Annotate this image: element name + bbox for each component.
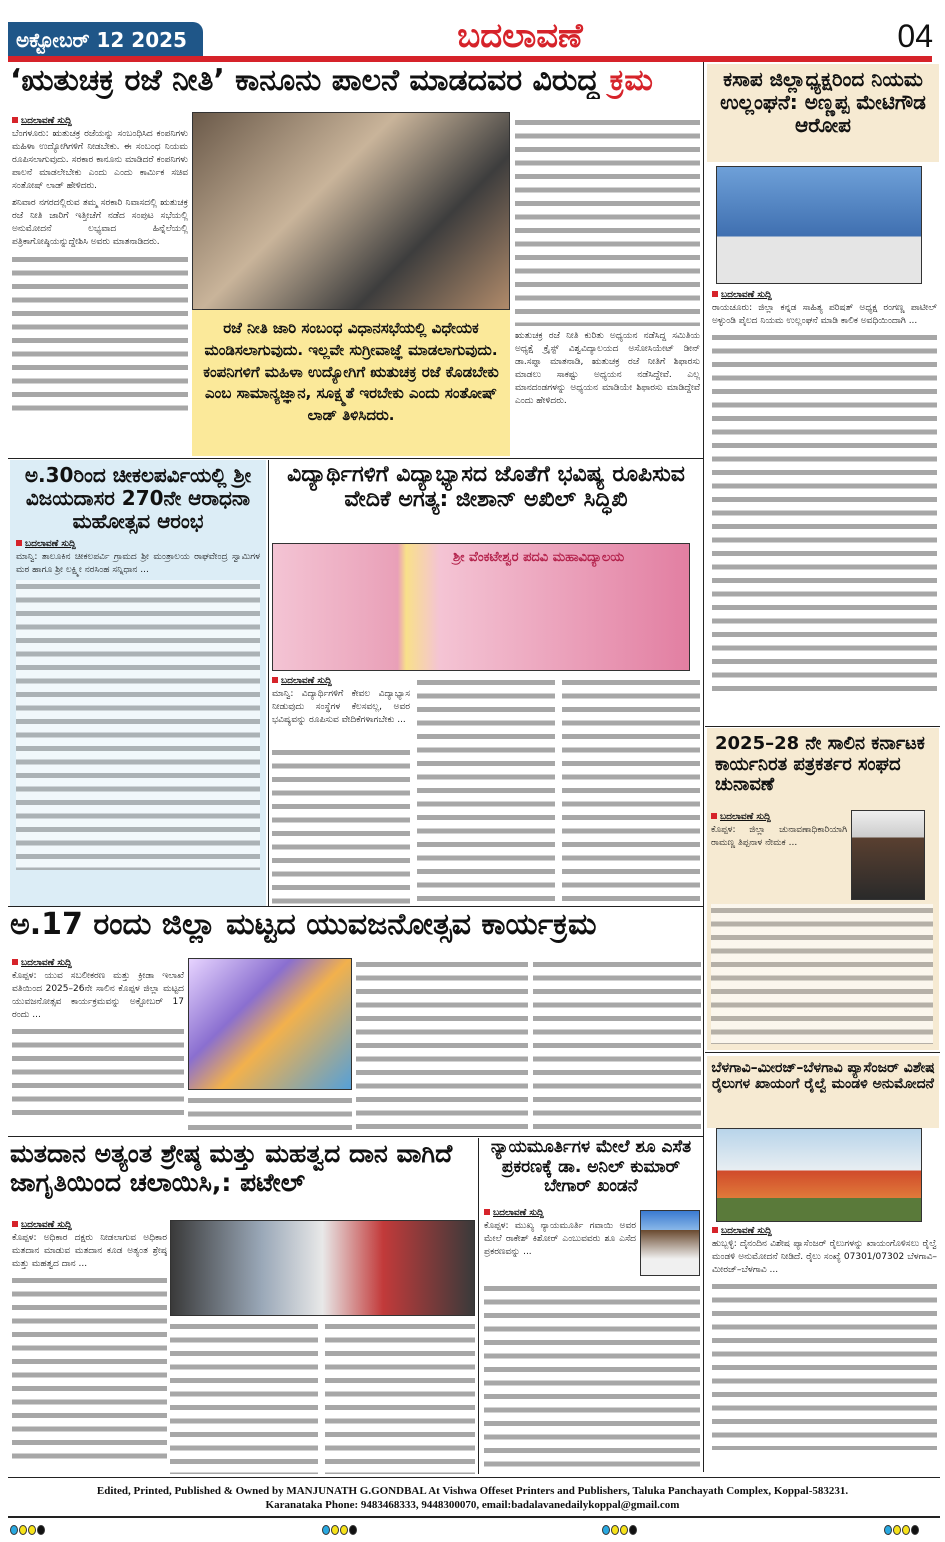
story6-lead-box: [484, 1208, 636, 1278]
story3-body-text: [417, 676, 555, 904]
imprint-line1: Edited, Printed, Published & Owned by MANJUNATH G.GONDBAL At Vishwa Offeset Printers and Publishers, Taluka Panchayath Complex, Koppal-583231.: [96, 1485, 849, 1497]
story5-col1: [12, 1220, 167, 1474]
story1-headline: ‘ಋತುಚಕ್ರ ರಜೆ ನೀತಿ’ ಕಾನೂನು ಪಾಲನೆ ಮಾಡದವರ ವಿರುದ್ಧ ಕ್ರಮ: [10, 64, 653, 98]
byline: ಬದಲಾವಣೆ ಸುದ್ದಿ: [12, 116, 188, 126]
byline: ಬದಲಾವಣೆ ಸುದ್ದಿ: [484, 1208, 636, 1218]
byline: ಬದಲಾವಣೆ ಸುದ್ದಿ: [711, 812, 847, 822]
byline: ಬದಲಾವಣೆ ಸುದ್ದಿ: [712, 1226, 937, 1236]
byline: ಬದಲಾವಣೆ ಸುದ್ದಿ: [12, 958, 184, 968]
right2-headline: 2025–28 ನೇ ಸಾಲಿನ ಕರ್ನಾಟಕ ಕಾರ್ಯನಿರತ ಪತ್ರಕರ್ತರ ಸಂಘದ ಚುನಾವಣೆ: [715, 733, 925, 796]
byline: ಬದಲಾವಣೆ ಸುದ್ದಿ: [712, 290, 937, 300]
story3-photo: [272, 543, 690, 671]
story4-lead: ಕೊಪ್ಪಳ: ಯುವ ಸಬಲೀಕರಣ ಮತ್ತು ಕ್ರೀಡಾ ಇಲಾಖೆ ವತಿಯಿಂದ 2025–26ನೇ ಸಾಲಿನ ಕೊಪ್ಪಳ ಜಿಲ್ಲಾ ಮಟ್ಟದ ಯುವಜನೋತ್ಸವ ಕಾರ್ಯಕ್ರಮವನ್ನು ಅಕ್ಟೋಬರ್ 17 ರಂದು ...: [12, 971, 184, 1021]
story5-body-text: [325, 1320, 475, 1474]
story4-body-text: [188, 1094, 352, 1134]
story3-body-text: [562, 676, 700, 904]
story4-col1: [12, 958, 184, 1134]
right1-headline: ಕಸಾಪ ಜಿಲ್ಲಾಧ್ಯಕ್ಷರಿಂದ ನಿಯಮ ಉಲ್ಲಂಘನೆ: ಅಣ್ಣಪ್ಪ ಮೇಟಿಗೌಡ ಆರೋಪ: [707, 64, 939, 162]
story2-headline: ಅ.30ರಿಂದ ಚೀಕಲಪರ್ವಿಯಲ್ಲಿ ಶ್ರೀ ವಿಜಯದಾಸರ 270ನೇ ಆರಾಧನಾ ಮಹೋತ್ಸವ ಆರಂಭ: [24, 463, 252, 533]
story1-body-text: [515, 116, 700, 326]
story1-press-photo: [192, 112, 510, 310]
byline: ಬದಲಾವಣೆ ಸುದ್ದಿ: [272, 676, 700, 686]
divider: [8, 906, 703, 907]
right1-body-text: [712, 331, 937, 691]
right3-body-text: [712, 1280, 937, 1450]
right3-lead: ಹುಬ್ಬಳ್ಳಿ: ದೈನಂದಿನ ವಿಶೇಷ ಪ್ಯಾಸೆಂಜರ್ ರೈಲುಗಳನ್ನು ಖಾಯಂಗೊಳಿಸಲು ರೈಲ್ವೆ ಮಂಡಳಿ ಅನುಮೋದನೆ ನೀಡಿದೆ. ರೈಲು ಸಂಖ್ಯೆ 07301/07302 ಬೆಳಗಾವಿ–ಮೀರಜ್–ಬೆಳಗಾವಿ ...: [712, 1239, 937, 1276]
right1-lead: ರಾಯಚೂರು: ಜಿಲ್ಲಾ ಕನ್ನಡ ಸಾಹಿತ್ಯ ಪರಿಷತ್ ಅಧ್ಯಕ್ಷ ರಂಗಣ್ಣ ಪಾಟೀಲ್ ಅಳ್ಳುಂಡಿ ಪೈಲದ ನಿಯಮ ಉಲ್ಲಂಘನೆ ಮಾಡಿ ಕಾಲಿಕ ಅವಧಿಯಿಂದಾಗಿ ...: [712, 303, 937, 327]
registration-marks-icon: [322, 1520, 358, 1539]
story3-body-text: [272, 746, 410, 904]
divider: [705, 1052, 940, 1053]
story6-portrait: [640, 1210, 700, 1276]
right2-portrait: [851, 810, 925, 900]
column-divider: [703, 62, 704, 1472]
story2-box: [10, 460, 266, 906]
issue-date: ಅಕ್ಟೋಬರ್ 12 2025: [8, 22, 203, 58]
right3-body: [712, 1226, 937, 1474]
imprint: [0, 1484, 945, 1513]
divider: [705, 726, 940, 727]
story2-lead: ಮಾನ್ವಿ: ತಾಲೂಕಿನ ಚೀಕಲಪರ್ವಿ ಗ್ರಾಮದ ಶ್ರೀ ಮಂತ್ರಾಲಯ ರಾಘವೇಂದ್ರ ಸ್ವಾಮಿಗಳ ಮಠ ಹಾಗೂ ಶ್ರೀ ಲಕ್ಷ್ಮೀ ನರಸಿಂಹ ಸನ್ನಿಧಾನ ...: [16, 552, 260, 576]
right1-body: [712, 290, 937, 722]
story5-photo: [170, 1220, 475, 1316]
right1-photo: [716, 166, 922, 284]
right3-headline: ಬೆಳಗಾವಿ–ಮೀರಜ್–ಬೆಳಗಾವಿ ಪ್ಯಾಸೆಂಜರ್ ವಿಶೇಷ ರೈಲುಗಳ ಖಾಯಂಗೆ ರೈಲ್ವೆ ಮಂಡಳಿ ಅನುಮೋದನೆ: [707, 1056, 939, 1128]
story4-illustration: [188, 958, 352, 1090]
college-banner: ಶ್ರೀ ವೆಂಕಟೇಶ್ವರ ಪದವಿ ಮಹಾವಿದ್ಯಾಲಯ: [453, 550, 625, 565]
story3-headline: ವಿದ್ಯಾರ್ಥಿಗಳಿಗೆ ವಿದ್ಯಾಭ್ಯಾಸದ ಜೊತೆಗೆ ಭವಿಷ್ಯ ರೂಪಿಸುವ ವೇದಿಕೆ ಅಗತ್ಯ: ಜೀಶಾನ್ ಅಖಿಲ್ ಸಿದ್ಧಿಖಿ: [287, 462, 685, 513]
story6-headline: ನ್ಯಾಯಮೂರ್ತಿಗಳ ಮೇಲೆ ಶೂ ಎಸೆತ ಪ್ರಕರಣಕ್ಕೆ ಡಾ. ಅನಿಲ್ ಕುಮಾರ್ ಬೇಗಾರ್ ಖಂಡನೆ: [490, 1137, 692, 1197]
registration-marks-icon: [884, 1520, 920, 1539]
divider: [8, 458, 703, 459]
story5-headline: ಮತದಾನ ಅತ್ಯಂತ ಶ್ರೇಷ್ಠ ಮತ್ತು ಮಹತ್ವದ ದಾನ ವಾಗಿದೆ ಜಾಗೃತಿಯಿಂದ ಚಲಾಯಿಸಿ,: ಪಟೇಲ್: [10, 1139, 453, 1197]
registration-marks-icon: [10, 1520, 46, 1539]
story4-headline: ಅ.17 ರಂದು ಜಿಲ್ಲಾ ಮಟ್ಟದ ಯುವಜನೋತ್ಸವ ಕಾರ್ಯಕ್ರಮ: [10, 908, 597, 942]
header-rule: [8, 56, 932, 62]
story1-col3-text: ಋತುಚಕ್ರ ರಜೆ ನೀತಿ ಕುರಿತು ಅಧ್ಯಯನ ನಡೆಸಿದ್ದ ಸಮಿತಿಯ ಅಧ್ಯಕ್ಷೆ ಕ್ರೈಸ್ಟ್ ವಿಶ್ವವಿದ್ಯಾಲಯದ ಅಸೋಸಿಯೇಟ್ ಡೀನ್ ಡಾ.ಸಪ್ನಾ ಮಾತನಾಡಿ, ಋತುಚಕ್ರ ರಜೆ ನೀತಿಗೆ ಶಿಫಾರಸು ಮಾಡಲು ಸಾಕಷ್ಟು ಅಧ್ಯಯನ ನಡೆಸಿದ್ದೇವೆ. ಎಲ್ಲ ಮಾನದಂಡಗಳನ್ನು ಅಧ್ಯಯನ ಮಾಡಿಯೇ ಶಿಫಾರಸು ಮಾಡಿದ್ದೇವೆ ಎಂದು ಹೇಳಿದರು.: [515, 331, 700, 407]
right2-box: [707, 728, 939, 1050]
story5-body-text: [12, 1274, 167, 1464]
right3-train-photo: [716, 1128, 922, 1222]
story1-quote-box: ರಜೆ ನೀತಿ ಜಾರಿ ಸಂಬಂಧ ವಿಧಾನಸಭೆಯಲ್ಲಿ ವಿಧೇಯಕ ಮಂಡಿಸಲಾಗುವುದು. ಇಲ್ಲವೇ ಸುಗ್ರೀವಾಜ್ಞೆ ಮಾಡಲಾಗುವುದು. ಕಂಪನಿಗಳಿಗೆ ಮಹಿಳಾ ಉದ್ಯೋಗಿಗೆ ಋತುಚಕ್ರ ರಜೆ ಕೊಡಬೇಕು ಎಂಬ ಸಾಮಾನ್ಯಜ್ಞಾನ, ಸೂಕ್ಷ್ಮತೆ ಇರಬೇಕು ಎಂದು ಸಂತೋಷ್ ಲಾಡ್ ತಿಳಿಸಿದರು.: [192, 310, 510, 456]
story4-body-text: [12, 1025, 184, 1115]
divider: [478, 1138, 479, 1474]
bottom-rule: [8, 1516, 940, 1518]
byline: ಬದಲಾವಣೆ ಸುದ್ದಿ: [16, 539, 260, 549]
story1-col3: [515, 116, 700, 454]
page-number: 04: [897, 18, 933, 54]
story1-lead: ಬೆಂಗಳೂರು: ಋತುಚಕ್ರ ರಜೆಯನ್ನು ಸಂಬಂಧಿಸಿದ ಕಂಪನಿಗಳು ಮಹಿಳಾ ಉದ್ಯೋಗಿಗಳಿಗೆ ನೀಡಬೇಕು. ಈ ಸಂಬಂಧ ನಿಯಮ ರೂಪಿಸಲಾಗುವುದು. ಸರಕಾರ ಕಾನೂನು ಮಾಡಿದರೆ ಕಂಪನಿಗಳು ಪಾಲನೆ ಮಾಡಲೇಬೇಕು ಎಂದು ಎಂದು ಕಾರ್ಮಿಕ ಸಚಿವ ಸಂತೋಷ್ ಲಾಡ್ ಹೇಳಿದರು.: [12, 129, 188, 192]
story1-body-text: [12, 253, 188, 413]
story1-col1: [12, 116, 188, 454]
story4-body-text: [533, 958, 701, 1134]
story3-lead: ಮಾನ್ವಿ: ವಿದ್ಯಾರ್ಥಿಗಳಿಗೆ ಕೇವಲ ವಿದ್ಯಾಭ್ಯಾಸ ನೀಡುವುದು ಸಂಸ್ಥೆಗಳ ಕೆಲಸವಲ್ಲ, ಅವರ ಭವಿಷ್ಯವನ್ನು ರೂಪಿಸುವ ವೇದಿಕೆಗಳಾಗಬೇಕು ...: [272, 689, 410, 726]
divider: [268, 460, 269, 906]
story6-lead: ಕೊಪ್ಪಳ: ಮುಖ್ಯ ನ್ಯಾಯಮೂರ್ತಿ ಗವಾಯಿ ಅವರ ಮೇಲೆ ರಾಕೇಶ್ ಕಿಶೋರ್ ಎಂಬುವವರು ಶೂ ಎಸೆದ ಪ್ರಕರಣವನ್ನು ...: [484, 1221, 636, 1258]
right2-body-text: [711, 904, 933, 1044]
footer-rule: [8, 1477, 940, 1478]
story6-body-text: [484, 1282, 700, 1474]
imprint-line2: Karanataka Phone: 9483468333, 9448300070, email:badalavanedailykoppal@gmail.com: [265, 1499, 680, 1512]
story5-lead: ಕೊಪ್ಪಳ: ಅಧಿಕಾರ ದಕ್ಷರು ನೀಡಲಾಗುವ ಅಧಿಕಾರ ಮತದಾನ ಮಾಡುವ ಮತದಾನ ಕೂಡ ಅತ್ಯಂತ ಶ್ರೇಷ್ಠ ಮತ್ತು ಮಹತ್ವದ ದಾನ ...: [12, 1233, 167, 1270]
story2-body-text: [16, 580, 260, 870]
story1-para: ಶನಿವಾರ ನಗರದಲ್ಲಿರುವ ತಮ್ಮ ಸರಕಾರಿ ನಿವಾಸದಲ್ಲಿ ಋತುಚಕ್ರ ರಜೆ ನೀತಿ ಜಾರಿಗೆ ಇತ್ತೀಚೆಗೆ ನಡೆದ ಸಂಪುಟ ಸಭೆಯಲ್ಲಿ ಅನುಮೋದನೆ ಲಭ್ಯವಾದ ಹಿನ್ನೆಲೆಯಲ್ಲಿ ಪತ್ರಿಕಾಗೋಷ್ಠಿಯನ್ನುದ್ದೇಶಿಸಿ ಅವರು ಮಾತನಾಡಿದರು.: [12, 198, 188, 248]
byline: ಬದಲಾವಣೆ ಸುದ್ದಿ: [12, 1220, 167, 1230]
registration-marks-icon: [602, 1520, 638, 1539]
story5-body-text: [170, 1320, 318, 1474]
masthead-logo: ಬದಲಾವಣೆ: [457, 16, 583, 56]
story4-body-text: [356, 958, 528, 1134]
story3-body: [272, 676, 700, 904]
right2-lead: ಕೊಪ್ಪಳ: ಜಿಲ್ಲಾ ಚುನಾವಣಾಧಿಕಾರಿಯಾಗಿ ರಾಮಣ್ಣ ತಿಪ್ಪನಾಳ ನೇಮಕ ...: [711, 825, 847, 849]
